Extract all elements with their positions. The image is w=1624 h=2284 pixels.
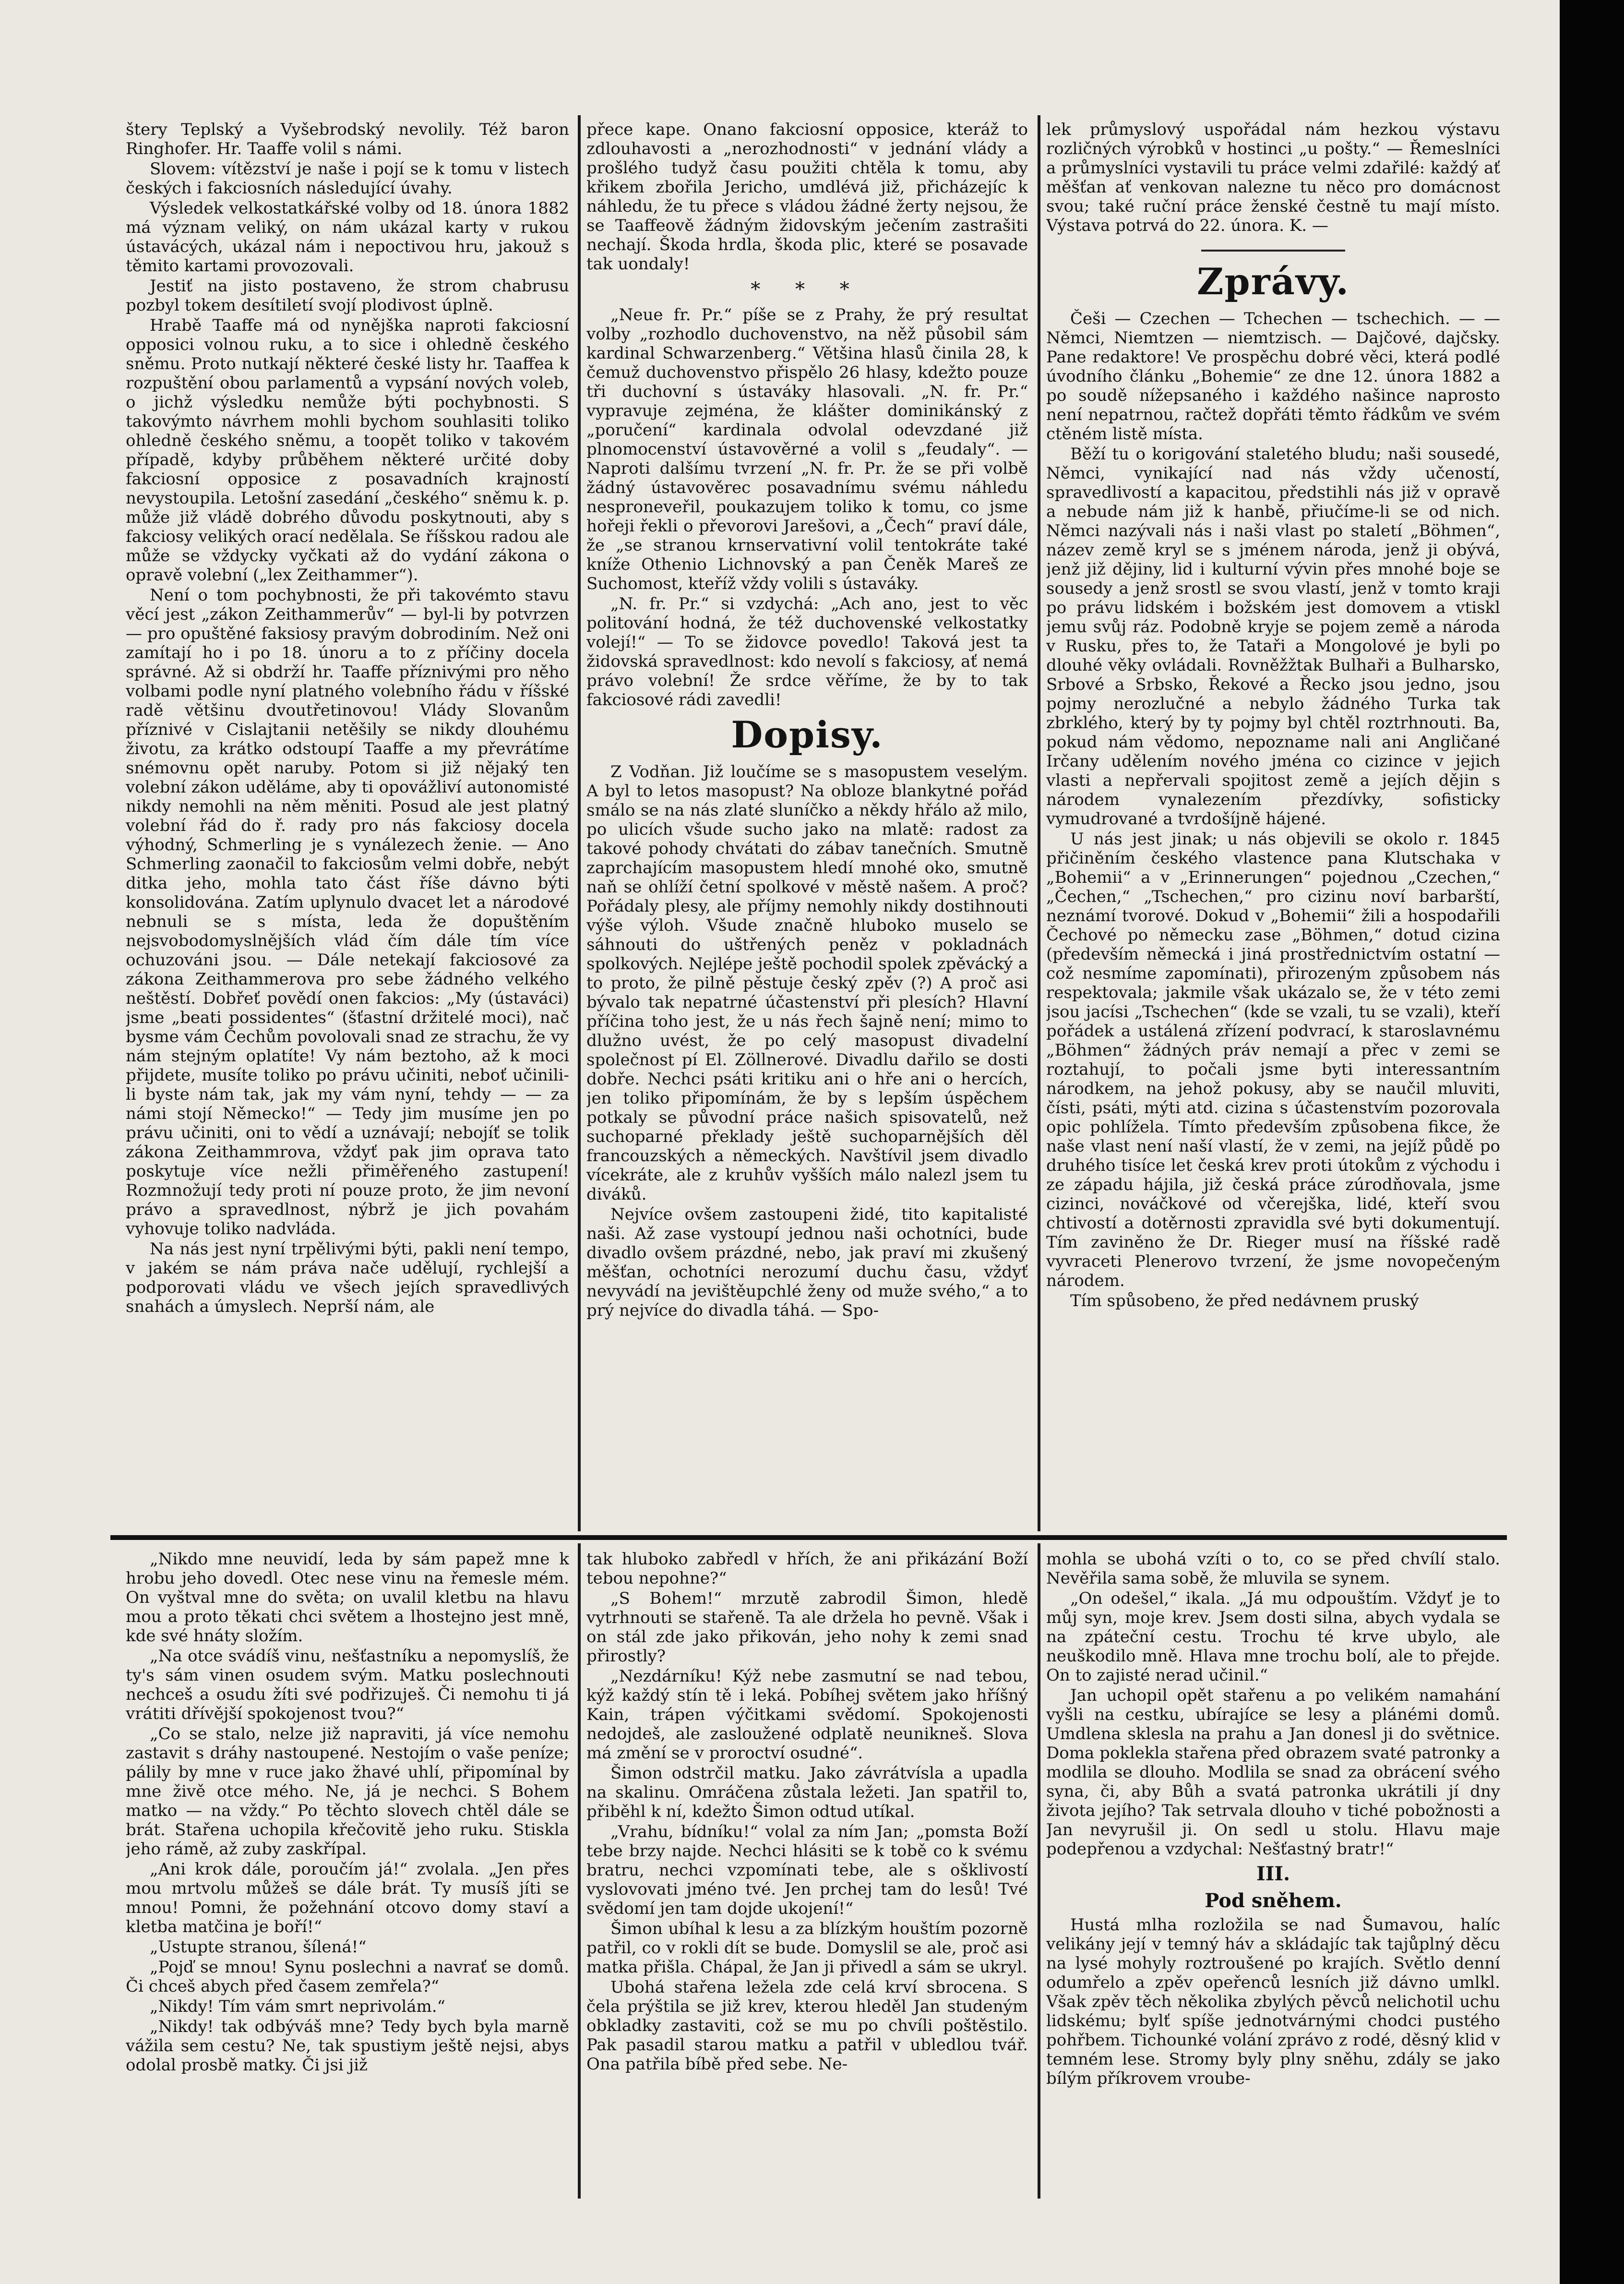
paragraph: U nás jest jinak; u nás objevili se okolo r. 1845 přičiněním českého vlastence pana Klutschaka v „Bohemii“ a v „Erinnerungen“ pojednou „Czechen,“ „Čechen,“ „Tschechen,“ pro cizinu noví barbarští, neznámí tvorové. Dokud v „Bohemii“ žili a hospodařili Čechové po německu zase „Böhmen,“ dotud cizina (především německá i jiná prostřednictvím ostatní — což nesmíme zapomínati), přirozeným způsobem nás respektovala; jakmile však ukázalo se, že v této zemi jsou jacísi „Tschechen“ (kde se vzali, tu se vzali), kteří pořádek a ustálená zřízení podvrací, k staroslavnému „Böhmen“ žádných práv nemají a přec v zemi se roztahují, to počali jsme byti interessantním národkem, na jehož pokusy, aby se naučil mluviti, čísti, psáti, mýti atd. cizina s účastenstvím pozorovala opic pohlížela. Tímto především způsobena fikce, že naše vlast není naší vlastí, že v zemi, na jejíž půdě po druhého tisíce let česká krev proti útokům z východu i ze západu hájila, již česká práce zúrodňovala, jsme cizinci, nováčkové od včerejška, lidé, kteří svou chtivostí a dotěrnosti zpravidla své byti dokumentují. Tím zaviněno že Dr. Rieger musí na říšské radě vyvraceti Plenerovo tvrzení, že jsme novopečeným národem. bbox=[1046, 829, 1500, 1290]
paragraph: „Nikdy! tak odbýváš mne? Tedy bych byla marně vážila sem cestu? Ne, tak spustiym ještě nejsi, abys odolal prosbě matky. Či jsi již bbox=[126, 2017, 569, 2075]
paragraph: Běží tu o korigování staletého bludu; naši sousedé, Němci, vynikající nad nás vždy učeností, spravedlivostí a kapacitou, předstihli nás již v opravě a nebude nám již k hanbě, přiučíme-li se od nich. Němci nazývali nás i naši vlast po staletí „Böhmen“, název země kryl se s jménem národa, jenž ji obývá, jenž již dějiny, lid i kulturní vývin přes mnohé boje se sousedy a jenž srostl se svou vlastí, jenž v tomto kraji po právu lidském i božském jest domovem a vtiskl jemu svůj ráz. Podobně kryje se pojem země a národa v Rusku, přes to, že Tataři a Mongolové je byli po dlouhé věky ovládali. Rovněžžtak Bulhaři a Bulharsko, Srbové a Srbsko, Řekové a Řecko jsou jedno, jsou pojmy nerozlučné a nebylo žádného Turka tak zbrklého, který by ty pojmy byl chtěl roztrhnouti. Ba, pokud nám vědomo, nepozname nali ani Angličané Irčany udělením nového jména co cizince v jejich vlasti a nepřervali spojitost země a jejích dějin s národem vynalezením přezdívky, sofisticky vymudrované a tvrdošíjně hájené. bbox=[1046, 445, 1500, 829]
paragraph: lek průmyslový uspořádal nám hezkou výstavu rozličných výrobků v hostinci „u pošty.“ — Řemeslníci a průmyslníci vystavili tu práce velmi zdařilé: každý ať měšťan ať venkovan nalezne tu něco pro domácnost svou; také ruční práce ženské čestně tu mají místo. Výstava potrvá do 22. února. K. — bbox=[1046, 120, 1500, 235]
paragraph: Není o tom pochybnosti, že při takovémto stavu věcí jest „zákon Zeithammerův“ — byl-li by potvrzen — pro opuštěné faksiosy pravým dobrodiním. Než oni zamítají ho i po 18. únoru a to z příčiny docela správné. Až si obdrží hr. Taaffe příznivými pro něho volbami podle nyní platného volebního řádu v říšské radě většinu dvoutřetinovou! Vlády Slovanům příznivé v Cislajtanii netěšily se nikdy dlouhému životu, za krátko odstoupí Taaffe a my převrátíme snémovnu opět naruby. Potom si již nějaký ten volební zákon uděláme, aby ti opovážliví autonomisté nikdy nemohli na něm měniti. Posud ale jest platný volební řád do ř. rady pro nás fakciosy docela výhodný, Schmerling je s vynálezech ženie. — Ano Schmerling zaonačil to fakciosům velmi dobře, nebýt ditka jeho, mohla tato část říše dávno býti konsolidována. Zatím uplynulo dvacet let a národové nebnuli se s místa, leda že dopuštěním nejsvobodomyslnějších vlád čím dále tím více ochuzováni jsou. — Dále netekají fakciosové za zákona Zeithammerova pro sebe žádného velkého neštěstí. Dobřeť povědí onen fakcios: „My (ústaváci) jsme „beati possidentes“ (šťastní držitelé moci), nač bysme vám Čechům povolovali snad ze strachu, že vy nám stejným oplatíte! Vy nám beztoho, až k moci přijdete, musíte toliko po právu učiniti, neboť učinili-li byste nám tak, jak my vám nyní, tehdy — — za námi stojí Německo!“ — Tedy jim musíme jen po právu učiniti, oni to vědí a uznávají; nebojíť se tolik zákona Zeithammrova, vždyť pak jim oprava tato poskytuje více nežli přiměřeného zastupení! Rozmnožují tedy proti ní pouze proto, že jim nevoní právo a spravedlnost, nýbrž je jich povahám vyhovuje toliko nadvláda. bbox=[126, 586, 569, 1238]
paragraph: „Pojď se mnou! Synu poslechni a navrať se domů. Či chceš abych před časem zemřela?“ bbox=[126, 1958, 569, 1996]
paragraph: Tím spůsobeno, že před nedávnem pruský bbox=[1070, 1291, 1419, 1310]
paragraph: přece kape. Onano fakciosní opposice, kteráž to zdlouhavosti a „nerozhodnosti“ v jednání vlády a prošlého tudyž času použiti chtěla k tomu, aby křikem zbořila Jericho, umdlévá již, přicházejíc k náhledu, že tu přece s vládou žádné žerty nejsou, že se Taaffeově žádným židovským ječením zastrašiti nechají. Škoda hrdla, škoda plic, které se posavade tak uondaly! bbox=[586, 120, 1028, 274]
feuilleton-separator bbox=[110, 1535, 1507, 1540]
paragraph: „Ani krok dále, poroučím já!“ zvolala. „Jen přes mou mrtvolu můžeš se dále brát. Ty musíš jíti se mnou! Pomni, že požehnání otcovo domy staví a kletba matčina je boří!“ bbox=[126, 1860, 569, 1936]
chapter-heading: Pod sněhem. bbox=[1205, 1889, 1342, 1912]
paragraph: Slovem: vítězství je naše i pojí se k tomu v listech českých i fakciosních následující úvahy. bbox=[126, 159, 569, 198]
article-column-3 bbox=[1046, 120, 1500, 1531]
feuilleton-column-3 bbox=[1046, 1550, 1500, 2200]
short-rule bbox=[1201, 250, 1345, 252]
paragraph: Nejvíce ovšem zastoupeni židé, tito kapitalisté naši. Až zase vystoupí jednou naši ochotníci, bude divadlo ovšem prázdné, nebo, jak praví mi zkušený měšťan, ochotníci nerozumí duchu času, vždyť nevyvádí na jevištěupchlé ženy od muže svého,“ a to prý nejvíce do divadla táhá. — Spo- bbox=[586, 1205, 1028, 1320]
paragraph: „On odešel,“ ikala. „Já mu odpouštím. Vždyť je to můj syn, moje krev. Jsem dosti silna, abych vydala se na zpáteční cestu. Trochu té krve ubylo, ale neuškodilo mně. Hlava mne trochu bolí, ale to přejde. On to zajisté nerad učinil.“ bbox=[1046, 1589, 1500, 1685]
column-divider bbox=[1038, 115, 1040, 1531]
feuilleton-column-1 bbox=[126, 1550, 569, 2200]
paragraph: „N. fr. Pr.“ si vzdychá: „Ach ano, jest to věc politování hodná, že též duchovenské velkostatky volejí!“ — To se židovce povedlo! Taková jest ta židovská spravedlnost: kdo nevolí s fakciosy, ať nemá právo volební! Že srdce věříme, že by to tak fakciosové rádi zavedli! bbox=[586, 594, 1028, 709]
paragraph: tak hluboko zabředl v hřích, že ani přikázání Boží tebou nepohne?“ bbox=[586, 1550, 1028, 1588]
paragraph: Češi — Czechen — Tchechen — tschechich. — — Němci, Niemtzen — niemtzisch. — Dajčové, dajčsky. Pane redaktore! Ve prospěchu dobré věci, která podlé úvodního článku „Bohemie“ ze dne 12. února 1882 a po soudě nížepsaného i každého našince naprosto není nepatrnou, račtež dopřáti těmto řádkům ve svém ctěném listě místa. bbox=[1046, 309, 1500, 444]
section-heading-zpravy: Zprávy. bbox=[1197, 260, 1349, 303]
article-column-1 bbox=[126, 120, 569, 1531]
section-stars: * * * bbox=[751, 278, 864, 301]
paragraph: Jestiť na jisto postaveno, že strom chabrusu pozbyl tokem desítiletí svojí plodivost úplně. bbox=[126, 276, 569, 315]
paragraph: „Co se stalo, nelze již napraviti, já více nemohu zastavit s dráhy nastoupené. Nestojím o vaše peníze; pálily by mne v ruce jako žhavé uhlí, připomínal by mne živě otce mého. Ne, já je nechci. S Bohem matko — na vždy.“ Po těchto slovech chtěl dále se brát. Stařena uchopila křečovitě jeho ruku. Stiskla jeho rámě, až zuby zaskřípal. bbox=[126, 1724, 569, 1859]
paragraph: Výsledek velkostatkářské volby od 18. února 1882 má význam veliký, on nám ukázal karty v rukou ústavácých, ukázal nám i nepoctivou hru, jakouž s těmito kartami provozovali. bbox=[126, 199, 569, 276]
column-divider bbox=[578, 1543, 581, 2199]
section-heading-dopisy: Dopisy. bbox=[731, 713, 884, 756]
paragraph: „Nikdy! Tím vám smrt neprivolám.“ bbox=[150, 1997, 445, 2016]
paragraph: „Ustupte stranou, šílená!“ bbox=[150, 1937, 367, 1957]
paragraph: Z Vodňan. Již loučíme se s masopustem veselým. A byl to letos masopust? Na obloze blankytné pořád smálo se na nás zlaté sluníčko a někdy hřálo až milo, po ulicích všude sucho jako na mlatě: radost za takové pohody chvátati do zábav tanečních. Smutně zaprchajícím masopustem hledí mnohé oko, smutně naň se ohlíží četní spolkové v městě našem. A proč? Pořádaly plesy, ale příjmy nemohly nikdy dostihnouti výše výloh. Všude značně hluboko muselo se sáhnouti do uštřených peněz v pokladnách spolkových. Nejlépe ještě pochodil spolek zpěvácký a to proto, že pilně pěstuje český zpěv (?) A proč asi bývalo tak nepatrné účastenství při plesích? Hlavní příčina toho jest, že u nás řech šajně není; mimo to dlužno uvést, že po celý masopust divadelní společnost pí El. Zöllnerové. Divadlu dařilo se dosti dobře. Nechci psáti kritiku ani o hře ani o hercích, jen toliko připomínám, že by s lepším úspěchem potkaly se původní práce našich spisovatelů, než suchoparné překlady ještě suchoparnějších děl francouzských a německých. Navštívil jsem divadlo vícekráte, ale z kruhův vyšších málo nalezl jsem tu diváků. bbox=[586, 762, 1028, 1204]
paragraph: Na nás jest nyní trpělivými býti, pakli není tempo, v jakém se nám práva nače udělují, rychlejší a podporovati vládu ve všech jejích spravedlivých snahách a úmyslech. Neprší nám, ale bbox=[126, 1239, 569, 1316]
paragraph: „Nezdárníku! Kýž nebe zasmutní se nad tebou, kýž každý stín tě i leká. Pobíhej světem jako hříšný Kain, trápen výčitkami svědomí. Spokojenosti nedojdeš, ale zasloužené odplatě neunikneš. Slova má změní se v proroctví osudné“. bbox=[586, 1667, 1028, 1763]
paragraph: mohla se ubohá vzíti o to, co se před chvílí stalo. Nevěřila sama sobě, že mluvila se synem. bbox=[1046, 1550, 1500, 1588]
paragraph: „Nikdo mne neuvidí, leda by sám papež mne k hrobu jeho dovedl. Otec nese vinu na řemesle mém. On vyštval mne do světa; on uvalil kletbu na hlavu mou a proto těkati chci světem a lhostejno jest mně, kde své hnáty složím. bbox=[126, 1550, 569, 1646]
paragraph: štery Teplský a Vyšebrodský nevolily. Též baron Ringhofer. Hr. Taaffe volil s námi. bbox=[126, 120, 569, 158]
chapter-number: III. bbox=[1256, 1863, 1290, 1885]
paragraph: Šimon odstrčil matku. Jako závrátvísla a upadla na skalinu. Omráčena zůstala ležeti. Jan spatřil to, přiběhl k ní, kdežto Šimon odtud utíkal. bbox=[586, 1764, 1028, 1821]
paragraph: „Na otce svádíš vinu, nešťastníku a nepomyslíš, že ty's sám vinen osudem svým. Matku poslechnouti nechceš a osudu žíti své podřizuješ. Či nemohu ti já vrátiti dřívější spokojenost tvou?“ bbox=[126, 1647, 569, 1723]
paragraph: Hustá mlha rozložila se nad Šumavou, halíc velikány její v temný háv a skládajíc tak tajůplný děcu na lysé mohyly roztroušené po krajích. Světlo denní odumřelo a zpěv opeřenců lesních již dávno umlkl. Však zpěv těch několika zbylých pěvců nelichotil uchu lidskému; bylť spíše jednotvárnými chodci pustého pohřbem. Tichounké volání zprávo z rodé, děsný klid v temném lese. Stromy byly plny sněhu, zdály se jako bílým příkrovem vroube- bbox=[1046, 1915, 1500, 2088]
paragraph: Hrabě Taaffe má od nynějška naproti fakciosní opposici volnou ruku, a to sice i ohledně českého sněmu. Proto nutkají některé české listy hr. Taaffea k rozpuštění obou parlamentů a vypsání nových voleb, o jichž výsledku nemůže býti pochybnosti. S takovýmto návrhem mohli bychom souhlasiti toliko ohledně českého sněmu, a toopět toliko v takovém případě, kdyby průběhem některé určité doby fakciosní opposice z posavadních krajností nevystoupila. Letošní zasedání „českého“ sněmu k. p. může již vládě dobrého důvodu poskytnouti, aby s fakciosy velikých orací nedělala. Se říšskou radou ale může se vždycky vyčkati až do vydání zákona o opravě volební („lex Zeithammer“). bbox=[126, 316, 569, 585]
paragraph: Šimon ubíhal k lesu a za blízkým houštím pozorně patřil, co v rokli dít se bude. Domyslil se ale, proč asi matka přišla. Chápal, že Jan ji přivedl a sám se ukryl. bbox=[586, 1919, 1028, 1977]
paragraph: Ubohá stařena ležela zde celá krví sbrocena. S čela prýštila se již krev, kterou hleděl Jan studeným obkladky zastaviti, což se mu po chvíli poštěstilo. Pak pasadil starou matku a patřil v ubledlou tvář. Ona patřila bíbě před sebe. Ne- bbox=[586, 1978, 1028, 2074]
paragraph: „Neue fr. Pr.“ píše se z Prahy, že prý resultat volby „rozhodlo duchovenstvo, na něž působil sám kardinal Schwarzenberg.“ Většina hlasů činila 28, k čemuž duchovenstvo přispělo 26 hlasy, kdežto pouze tři duchovní s ústaváky hlasovali. „N. fr. Pr.“ vypravuje zejména, že klášter dominikánský z „poručení“ kardinala odvolal odevzdané již plnomocenství ústavověrné a volil s „feudaly“. — Naproti dalšímu tvrzení „N. fr. Pr. že se při volbě žádný ústavověrec posavadnímu svému náhledu nesproneveřil, poukazujem toliko k tomu, co jsme hořeji řekli o převorovi Jarešovi, a „Čech“ praví dále, že „se stranou krnservativní volil tentokráte také kníže Othenio Lichnovský a pan Čeněk Mareš ze Suchomost, kteříž vždy volili s ústaváky. bbox=[586, 305, 1028, 593]
column-divider bbox=[578, 115, 581, 1531]
column-divider bbox=[1038, 1543, 1040, 2199]
paragraph: „S Bohem!“ mrzutě zabrodil Šimon, hledě vytrhnouti se stařeně. Ta ale držela ho pevně. Však i on stál zde jako přikován, jeho nohy k zemi snad přirostly? bbox=[586, 1589, 1028, 1666]
paragraph: „Vrahu, bídníku!“ volal za ním Jan; „pomsta Boží tebe brzy najde. Nechci hlásiti se k tobě co k svému bratru, nechci vzpomínati tebe, ale s ošklivostí vyslovovati jméno tvé. Jen prchej tam do lesů! Tvé svědomí jen tam dojde ukojení!“ bbox=[586, 1822, 1028, 1918]
article-column-2 bbox=[586, 120, 1028, 1531]
page-scan-edge bbox=[1560, 0, 1624, 2284]
feuilleton-column-2 bbox=[586, 1550, 1028, 2200]
paragraph: Jan uchopil opět stařenu a po velikém namahání vyšli na cestku, ubírajíce se lesy a plánémi domů. Umdlena sklesla na prahu a Jan donesl ji do světnice. Doma poklekla stařena před obrazem svaté patronky a modlila se dlouho. Modlila se snad za obrácení svého syna, či, aby Bůh a svatá patronka ukrátili jí dny života jejího? Tak setrvala dlouho v tiché pobožnosti a Jan nevyrušil ji. On sedl u stolu. Hlavu maje podepřenou a vzdychal: Nešťastný bratr!“ bbox=[1046, 1686, 1500, 1859]
